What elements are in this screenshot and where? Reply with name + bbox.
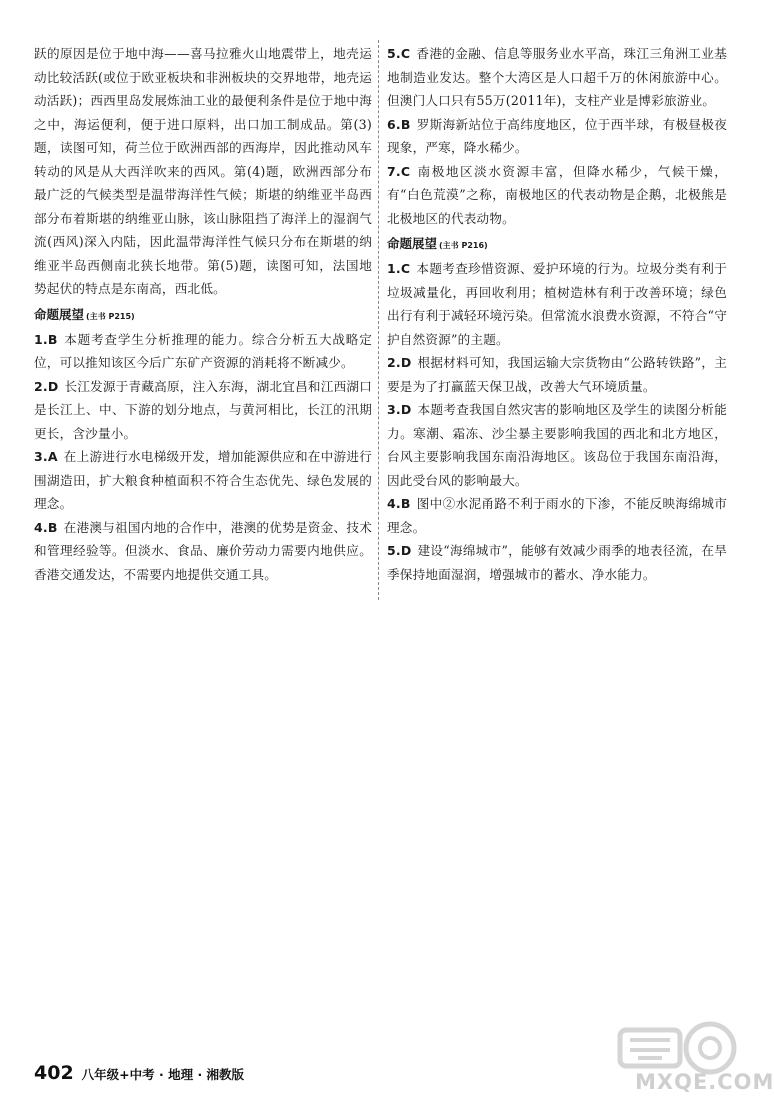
intro-paragraph: 跃的原因是位于地中海——喜马拉雅火山地震带上，地壳运动比较活跃(或位于欧亚板块和非洲板块的交界地带，地壳运动活跃)；西西里岛发展炼油工业的最便利条件是位于地中海之中，海运便利，便于进口原料，出口加工制成品。第(3)题，读图可知，荷兰位于欧洲西部的西海岸，因此推动风车转动的风是从大西洋吹来的西风。第(4)题，欧洲西部分布最广泛的气候类型是温带海洋性气候；斯堪的纳维亚半岛西部分布着斯堪的纳维亚山脉，该山脉阻挡了海洋上的湿润气流(西风)深入内陆，因此温带海洋性气候只分布在斯堪的纳维亚半岛西侧南北狭长地带。第(5)题，读图可知，法国地势起伏的特点是东南高，西北低。 [34,46,372,296]
answer-item [387,492,727,539]
answer-item [34,516,372,587]
answer-item [387,539,727,586]
column-divider [378,40,379,600]
answer-item [387,113,727,160]
answer-explanation: 在港澳与祖国内地的合作中，港澳的优势是资金、技术和管理经验等。但淡水、食品、廉价劳动力需要内地供应。香港交通发达，不需要内地提供交通工具。 [34,519,372,582]
answer-number: 5.D [387,543,412,558]
answer-item [34,445,372,516]
answer-item [387,160,727,231]
answer-explanation: 本题考查学生分析推理的能力。综合分析五大战略定位，可以推知该区今后广东矿产资源的消耗将不断减少。 [34,331,372,370]
page-number: 402 [34,1062,74,1084]
answer-explanation: 香港的金融、信息等服务业水平高，珠江三角洲工业基地制造业发达。整个大湾区是人口超千万的休闲旅游中心。但澳门人口只有55万(2011年)，支柱产业是博彩旅游业。 [387,46,727,108]
answer-item [387,42,727,113]
answer-explanation: 本题考查我国自然灾害的影响地区及学生的读图分析能力。寒潮、霜冻、沙尘暴主要影响我国的西北和北方地区，台风主要影响我国东南沿海地区。该岛位于我国东南沿海，因此受台风的影响最大。 [387,402,727,488]
section-heading-left [34,303,372,328]
section-reference: (主书 P216) [439,241,488,250]
answer-number: 7.C [387,163,411,179]
section-heading-right [387,232,727,257]
answer-item [387,351,727,398]
answer-explanation: 南极地区淡水资源丰富，但降水稀少，气候干燥，有“白色荒漠”之称，南极地区的代表动物是企鹅，北极熊是北极地区的代表动物。 [387,163,727,226]
watermark [580,1018,774,1110]
answer-number: 5.C [387,46,411,61]
answer-explanation: 图中②水泥甬路不利于雨水的下渗，不能反映海绵城市理念。 [387,496,727,535]
page-footer [34,1062,244,1084]
section-title: 命题展望 [387,236,438,251]
left-column [34,42,372,586]
answer-number: 6.B [387,116,411,132]
right-column [387,42,727,586]
answer-number: 2.D [387,355,412,370]
answer-explanation: 本题考查珍惜资源、爱护环境的行为。垃圾分类有利于垃圾减量化，再回收利用；植树造林有利于改善环境；绿色出行有利于减轻环境污染。但常流水浪费水资源，不符合“守护自然资源”的主题。 [387,261,727,347]
answer-explanation: 建设“海绵城市”，能够有效减少雨季的地表径流，在旱季保持地面湿润，增强城市的蓄水、净水能力。 [387,543,727,582]
answer-item [387,257,727,351]
answer-circle-logo-icon [580,1018,750,1078]
answer-number: 3.D [387,402,412,417]
answer-number: 3.A [34,449,58,464]
answer-number: 1.C [387,261,411,276]
answer-number: 4.B [34,519,58,535]
answer-explanation: 罗斯海新站位于高纬度地区，位于西半球，有极昼极夜现象，严寒，降水稀少。 [387,116,727,155]
answer-explanation: 根据材料可知，我国运输大宗货物由“公路转铁路”，主要是为了打赢蓝天保卫战，改善大气环境质量。 [387,355,727,394]
answer-number: 1.B [34,331,58,347]
answer-item [34,328,372,375]
answer-explanation: 在上游进行水电梯级开发，增加能源供应和在中游进行围湖造田，扩大粮食种植面积不符合生态优先、绿色发展的理念。 [34,449,372,511]
section-title: 命题展望 [34,306,85,322]
watermark-text: MXQE.COM [635,1070,774,1094]
section-reference: (主书 P215) [86,311,135,321]
answer-explanation: 长江发源于青藏高原，注入东海，湖北宜昌和江西湖口是长江上、中、下游的划分地点，与黄河相比，长江的汛期更长，含沙量小。 [34,378,372,441]
answer-number: 2.D [34,378,59,394]
answer-item [387,398,727,492]
book-title: 八年级+中考 · 地理 · 湘教版 [81,1067,245,1082]
answer-item [34,375,372,446]
answer-number: 4.B [387,496,411,511]
